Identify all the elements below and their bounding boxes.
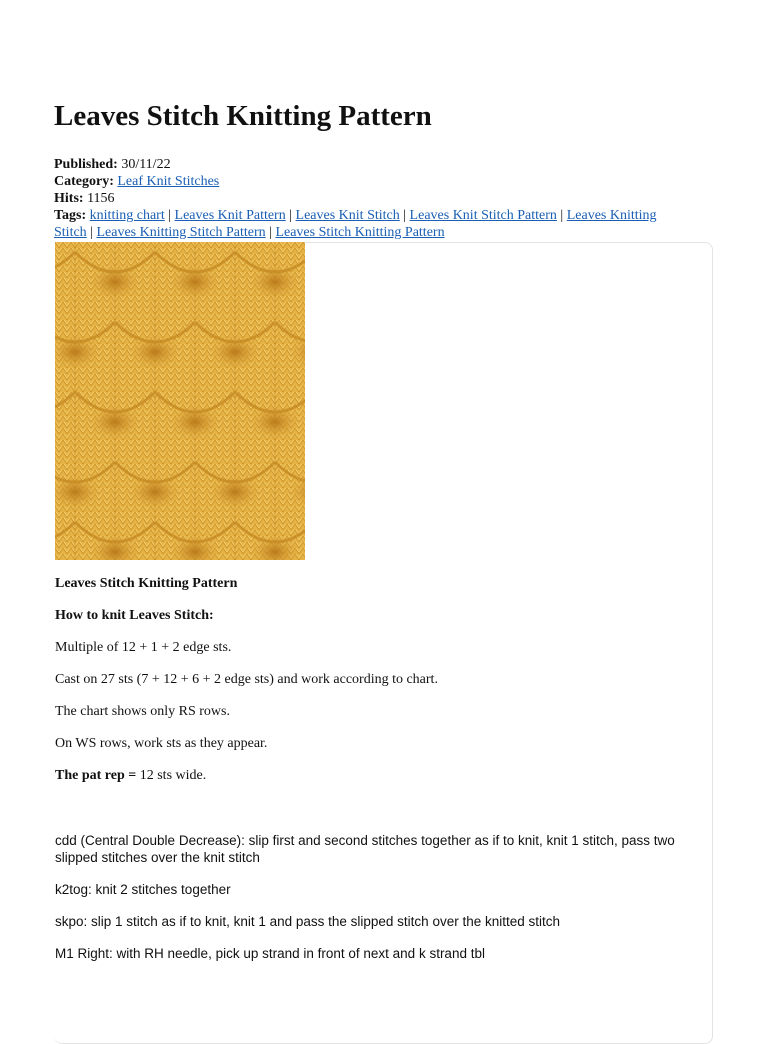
hits-value: 1156 [87, 191, 115, 206]
published-value: 30/11/22 [121, 157, 171, 172]
paragraph-pat-rep [55, 767, 710, 784]
abbr-m1r: M1 Right: with RH needle, pick up strand in front of next and k strand tbl [55, 946, 485, 961]
category-label: Category: [54, 174, 114, 189]
tag-separator: | [164, 208, 175, 223]
hits-row [54, 190, 674, 207]
page-title: Leaves Stitch Knitting Pattern [54, 100, 432, 132]
tag-link[interactable]: Leaves Knitting Stitch [54, 208, 657, 240]
published-row [54, 156, 674, 173]
paragraph-cast-on: Cast on 27 sts (7 + 12 + 6 + 2 edge sts) and work according to chart. [55, 672, 438, 687]
article-meta [54, 156, 674, 241]
abbr-skpo: skpo: slip 1 stitch as if to knit, knit 1 and pass the slipped stitch over the knitted stitch [55, 914, 561, 929]
tag-link[interactable]: Leaves Knit Pattern [174, 208, 286, 223]
tags-label: Tags: [54, 208, 87, 223]
pat-rep-value: 12 sts wide. [136, 768, 207, 783]
tag-link[interactable]: Leaves Stitch Knitting Pattern [275, 225, 445, 240]
category-link[interactable]: Leaf Knit Stitches [117, 174, 220, 189]
tag-link[interactable]: Leaves Knitting Stitch Pattern [96, 225, 266, 240]
published-label: Published: [54, 157, 118, 172]
tag-link[interactable]: Leaves Knit Stitch Pattern [409, 208, 557, 223]
hits-label: Hits: [54, 191, 84, 206]
content-heading: Leaves Stitch Knitting Pattern [55, 576, 238, 591]
knitted-swatch-image [55, 242, 305, 560]
tag-link[interactable]: knitting chart [89, 208, 165, 223]
tag-link[interactable]: Leaves Knit Stitch [295, 208, 400, 223]
paragraph-chart-rows: The chart shows only RS rows. [55, 704, 230, 719]
article-body [55, 575, 710, 977]
tag-separator: | [285, 208, 296, 223]
pat-rep-label: The pat rep = [55, 768, 137, 783]
tag-separator: | [399, 208, 410, 223]
category-row [54, 173, 674, 190]
abbr-k2tog: k2tog: knit 2 stitches together [55, 882, 231, 897]
tags-row [54, 207, 674, 241]
tag-separator: | [556, 208, 567, 223]
tag-separator: | [86, 225, 97, 240]
paragraph-ws-rows: On WS rows, work sts as they appear. [55, 736, 268, 751]
howto-heading: How to knit Leaves Stitch: [55, 608, 214, 623]
tag-separator: | [265, 225, 276, 240]
abbr-cdd: cdd (Central Double Decrease): slip first and second stitches together as if to knit, knit 1 stitch, pass two slipped stitches over the knit stitch [55, 833, 675, 865]
paragraph-multiple: Multiple of 12 + 1 + 2 edge sts. [55, 640, 232, 655]
